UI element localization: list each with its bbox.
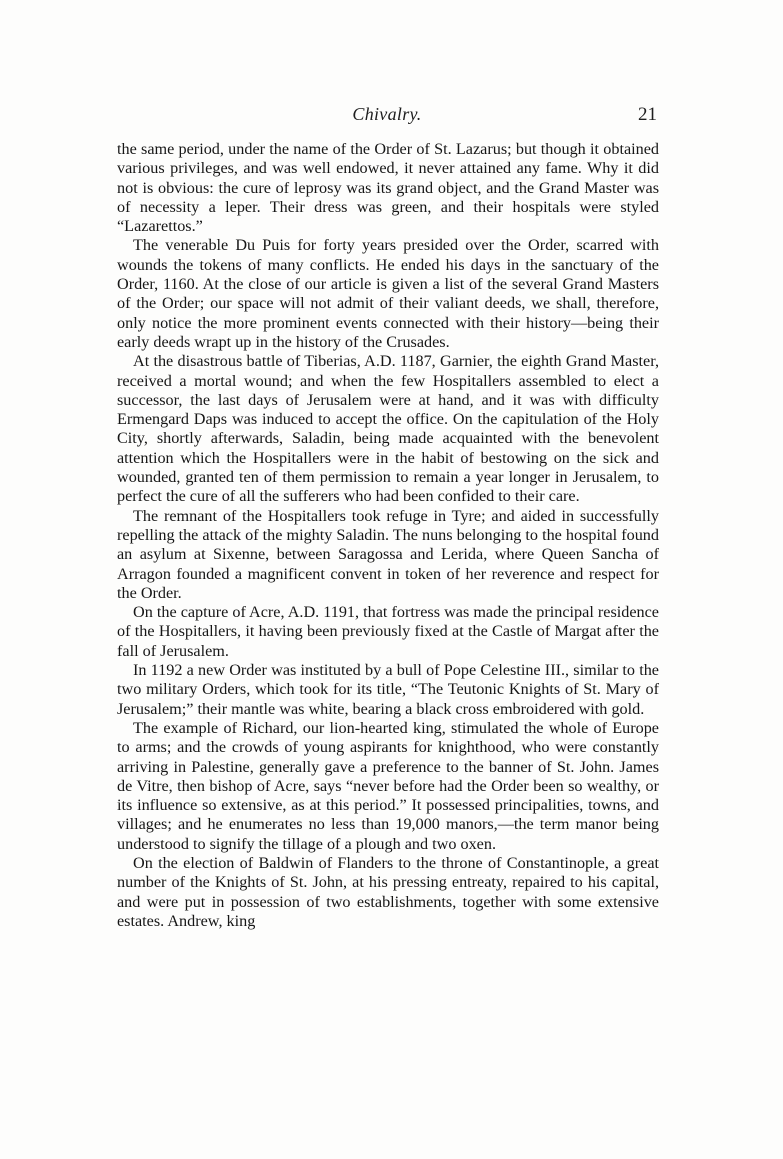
paragraph: At the disastrous battle of Tiberias, A.D. 1187, Garnier, the eighth Grand Master, received a mortal wound; and when the few Hospitallers assembled to elect a successor, the last days of Jerusalem were at hand, and it was with difficulty Ermengard Daps was induced to accept the office. On the capitulation of the Holy City, shortly afterwards, Saladin, being made acquainted with the benevolent attention which the Hospitallers were in the habit of bestowing on the sick and wounded, granted ten of them permission to remain a year longer in Jerusalem, to perfect the cure of all the sufferers who had been confided to their care. (117, 352, 659, 506)
paragraph: The example of Richard, our lion-hearted king, stimulated the whole of Europe to arms; and the crowds of young aspirants for knighthood, who were constantly arriving in Palestine, generally gave a preference to the banner of St. John. James de Vitre, then bishop of Acre, says “never before had the Order been so wealthy, or its influence so extensive, as at this period.” It possessed principalities, towns, and villages; and he enumerates no less than 19,000 manors,—the term manor being understood to signify the tillage of a plough and two oxen. (117, 718, 659, 853)
running-title: Chivalry. (352, 104, 422, 124)
paragraph: The venerable Du Puis for forty years presided over the Order, scarred with wounds the tokens of many conflicts. He ended his days in the sanctuary of the Order, 1160. At the close of our article is given a list of the several Grand Masters of the Order; our space will not admit of their valiant deeds, we shall, therefore, only notice the more prominent events connected with their history—being their early deeds wrapt up in the history of the Crusades. (117, 236, 659, 351)
body-text (117, 140, 659, 931)
page-header (117, 104, 657, 128)
paragraph: On the election of Baldwin of Flanders to the throne of Constantinople, a great number of the Knights of St. John, at his pressing entreaty, repaired to his capital, and were put in possession of two establishments, together with some extensive estates. Andrew, king (117, 853, 659, 930)
paragraph: the same period, under the name of the Order of St. Lazarus; but though it obtained various privileges, and was well endowed, it never attained any fame. Why it did not is obvious: the cure of leprosy was its grand object, and the Grand Master was of necessity a leper. Their dress was green, and their hospitals were styled “Lazarettos.” (117, 140, 659, 236)
paragraph: In 1192 a new Order was instituted by a bull of Pope Celestine III., similar to the two military Orders, which took for its title, “The Teutonic Knights of St. Mary of Jerusalem;” their mantle was white, bearing a black cross embroidered with gold. (117, 661, 659, 718)
page-number: 21 (638, 104, 657, 125)
paragraph: The remnant of the Hospitallers took refuge in Tyre; and aided in successfully repelling the attack of the mighty Saladin. The nuns belonging to the hospital found an asylum at Sixenne, between Saragossa and Lerida, where Queen Sancha of Arragon founded a magnificent convent in token of her reverence and respect for the Order. (117, 506, 659, 602)
paragraph: On the capture of Acre, A.D. 1191, that fortress was made the principal residence of the Hospitallers, it having been previously fixed at the Castle of Margat after the fall of Jerusalem. (117, 603, 659, 660)
